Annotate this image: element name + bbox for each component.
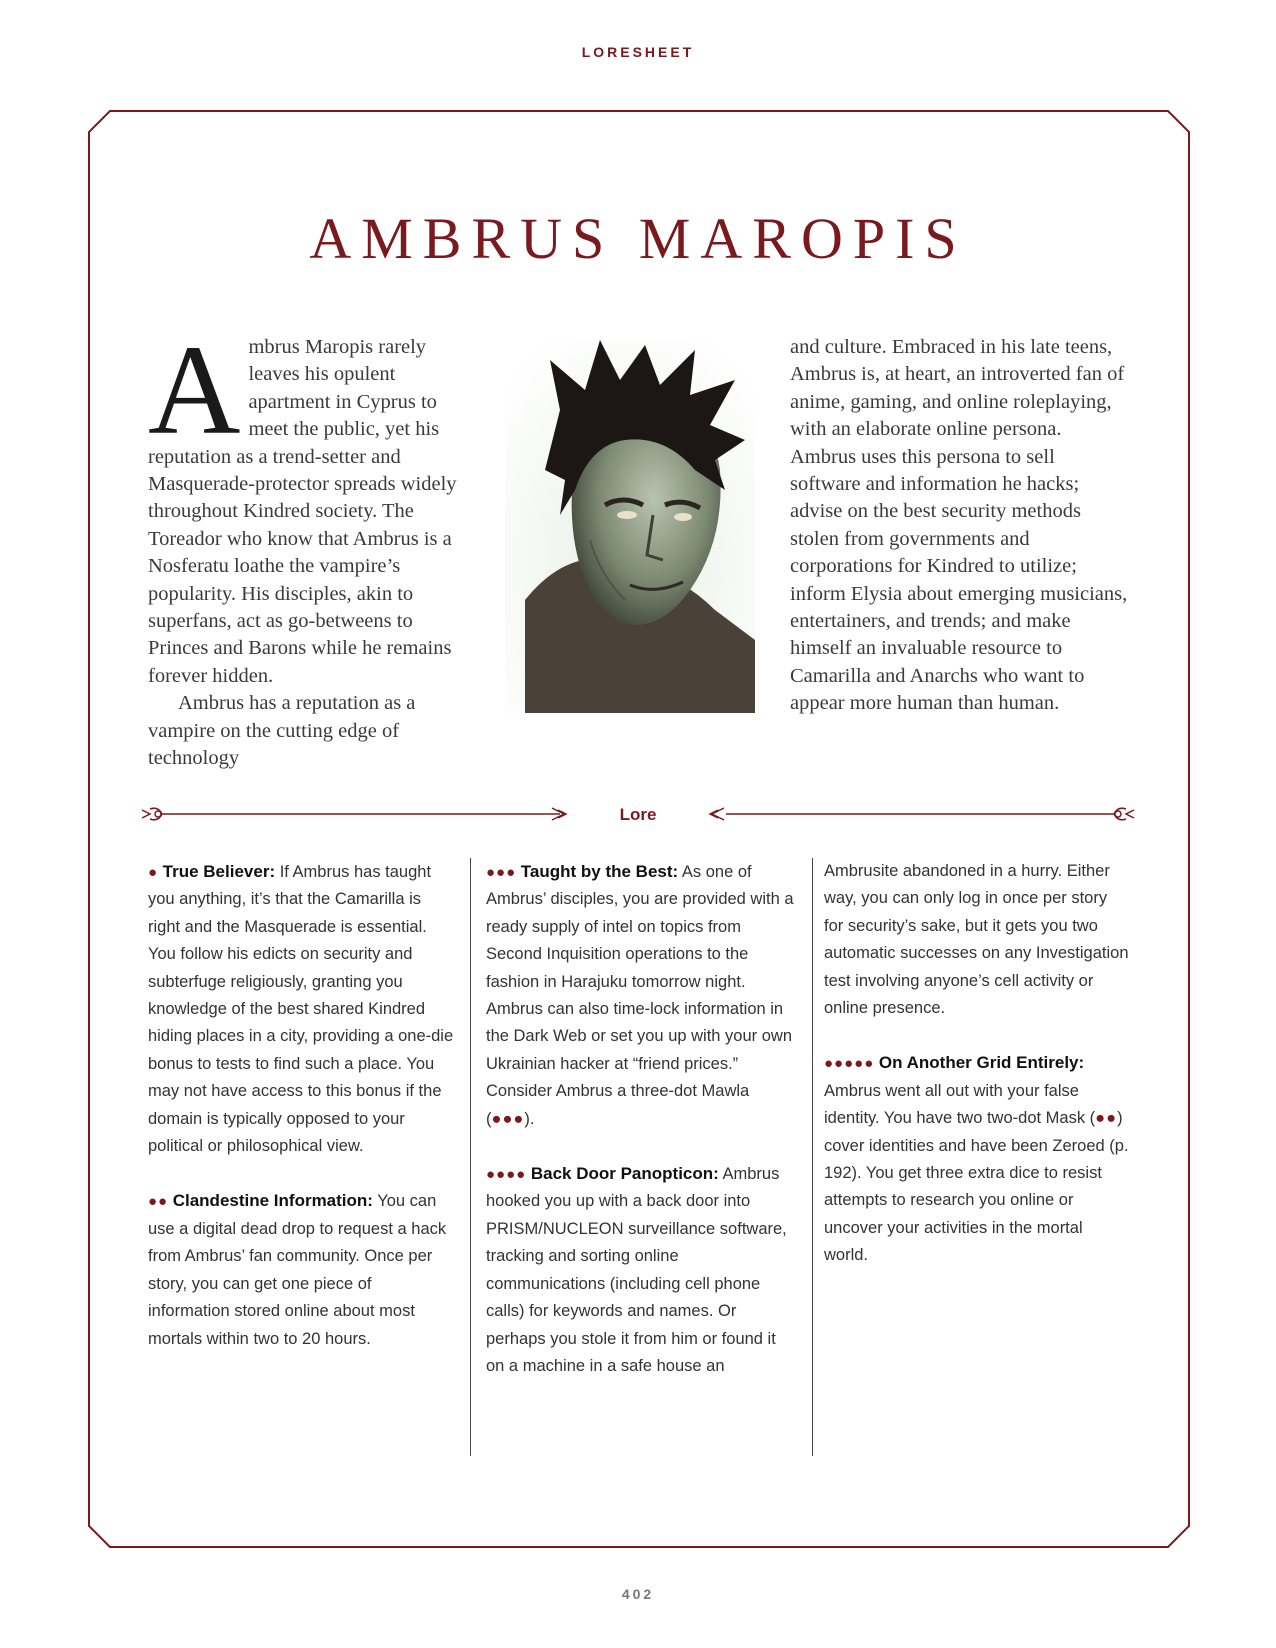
dot-rating: ●● [148, 1193, 169, 1211]
intro-column-1 [148, 319, 478, 773]
lore-entry-1 [148, 858, 454, 1160]
running-head: LORESHEET [581, 44, 695, 60]
lore-entry-2 [148, 1187, 454, 1352]
intro-paragraph-2: Ambrus has a reputation as a vampire on the cutting edge of technology [148, 692, 416, 770]
lore-column-2 [486, 858, 798, 1407]
intro-column-2 [790, 334, 1130, 718]
lore-column-3 [824, 858, 1130, 1297]
lore-entry-continuation: Ambrusite abandoned in a hurry. Either way, you can only log in once per story for security’s sake, but it gets you two automatic successes on any Investigation test involving anyone’s cell activity or online presence. [824, 862, 1129, 1018]
inline-dot-rating: ●●● [491, 1109, 525, 1128]
lore-entry-title: On Another Grid Entirely: [878, 1053, 1085, 1073]
lore-entry-3 [486, 858, 798, 1133]
lore-entry-text: You can use a digital dead drop to request a hack from Ambrus’ fan community. Once per story, you can get one piece of information stored online about most mortals within two to 20 hours. [148, 1192, 447, 1348]
lore-entry-text-end: ). [524, 1109, 535, 1128]
drop-cap: A [148, 319, 241, 461]
page-title: AMBRUS MAROPIS [309, 205, 967, 271]
dot-rating: ●●●● [486, 1166, 527, 1184]
dot-rating: ● [148, 864, 159, 881]
lore-entry-4 [486, 1160, 798, 1380]
lore-entry-text: As one of Ambrus’ disciples, you are provided with a ready supply of intel on topics from Second Inquisition operations to the fashion in Harajuku tomorrow night. Ambrus can also time-lock information in the Dark Web or set you up with your own Ukrainian hacker at “friend prices.” Consider Ambrus a three-dot Mawla ( [486, 863, 794, 1128]
lore-entry-title: Clandestine Information: [172, 1191, 373, 1211]
inline-dot-rating: ●● [1095, 1109, 1118, 1128]
intro-paragraph-3: and culture. Embraced in his late teens, Ambrus is, at heart, an introverted fan of anime, gaming, and online roleplaying, with an elaborate online persona. Ambrus uses this persona to sell software and information he hacks; advise on the best security methods stolen from governments and corporations for Kindred to utilize; inform Elysia about emerging musicians, entertainers, and trends; and make himself an invaluable resource to Camarilla and Anarchs who want to appear more human than human. [790, 336, 1128, 715]
lore-entry-text: Ambrus hooked you up with a back door into PRISM/NUCLEON surveillance software, tracking and sorting online communications (including cell phone calls) for keywords and names. Or perhaps you stole it from him or found it on a machine in a safe house an [486, 1165, 787, 1375]
page-number: 402 [621, 1586, 655, 1602]
lore-entry-title: True Believer: [162, 862, 276, 881]
column-divider [812, 858, 813, 1456]
lore-heading: Lore [619, 805, 657, 824]
dot-rating: ●●● [486, 864, 517, 881]
lore-entry-text: Ambrus went all out with your false identity. You have two two-dot Mask ( [824, 1081, 1096, 1128]
portrait-illustration [505, 340, 755, 713]
lore-entry-text: If Ambrus has taught you anything, it’s that the Camarilla is right and the Masquerade is essential. You follow his edicts on security and subterfuge religiously, granting you knowledge of the best shared Kindred hiding places in a city, providing a one-die bonus to tests to find such a place. You may not have access to this bonus if the domain is typically opposed to your political or philosophical view. [148, 863, 454, 1156]
lore-column-1 [148, 858, 454, 1380]
lore-entry-title: Taught by the Best: [520, 862, 679, 881]
dot-rating: ●●●●● [824, 1055, 875, 1073]
portrait-icon [505, 340, 755, 713]
column-divider [470, 858, 471, 1456]
intro-paragraph-1: mbrus Maropis rarely leaves his opulent apartment in Cyprus to meet the public, yet his reputation as a trend-setter and Masquerade-protector spreads widely throughout Kindred society. The Toreador who know that Ambrus is a Nosferatu loathe the vampire’s popularity. His disciples, akin to superfans, act as go-betweens to Princes and Barons while he remains forever hidden. [148, 336, 457, 687]
lore-entry-text-end: ) cover identities and have been Zeroed (p. 192). You get three extra dice to resist attempts to research you online or uncover your activities in the mortal world. [824, 1109, 1129, 1265]
lore-entry-title: Back Door Panopticon: [530, 1164, 719, 1184]
lore-entry-5 [824, 1049, 1130, 1269]
